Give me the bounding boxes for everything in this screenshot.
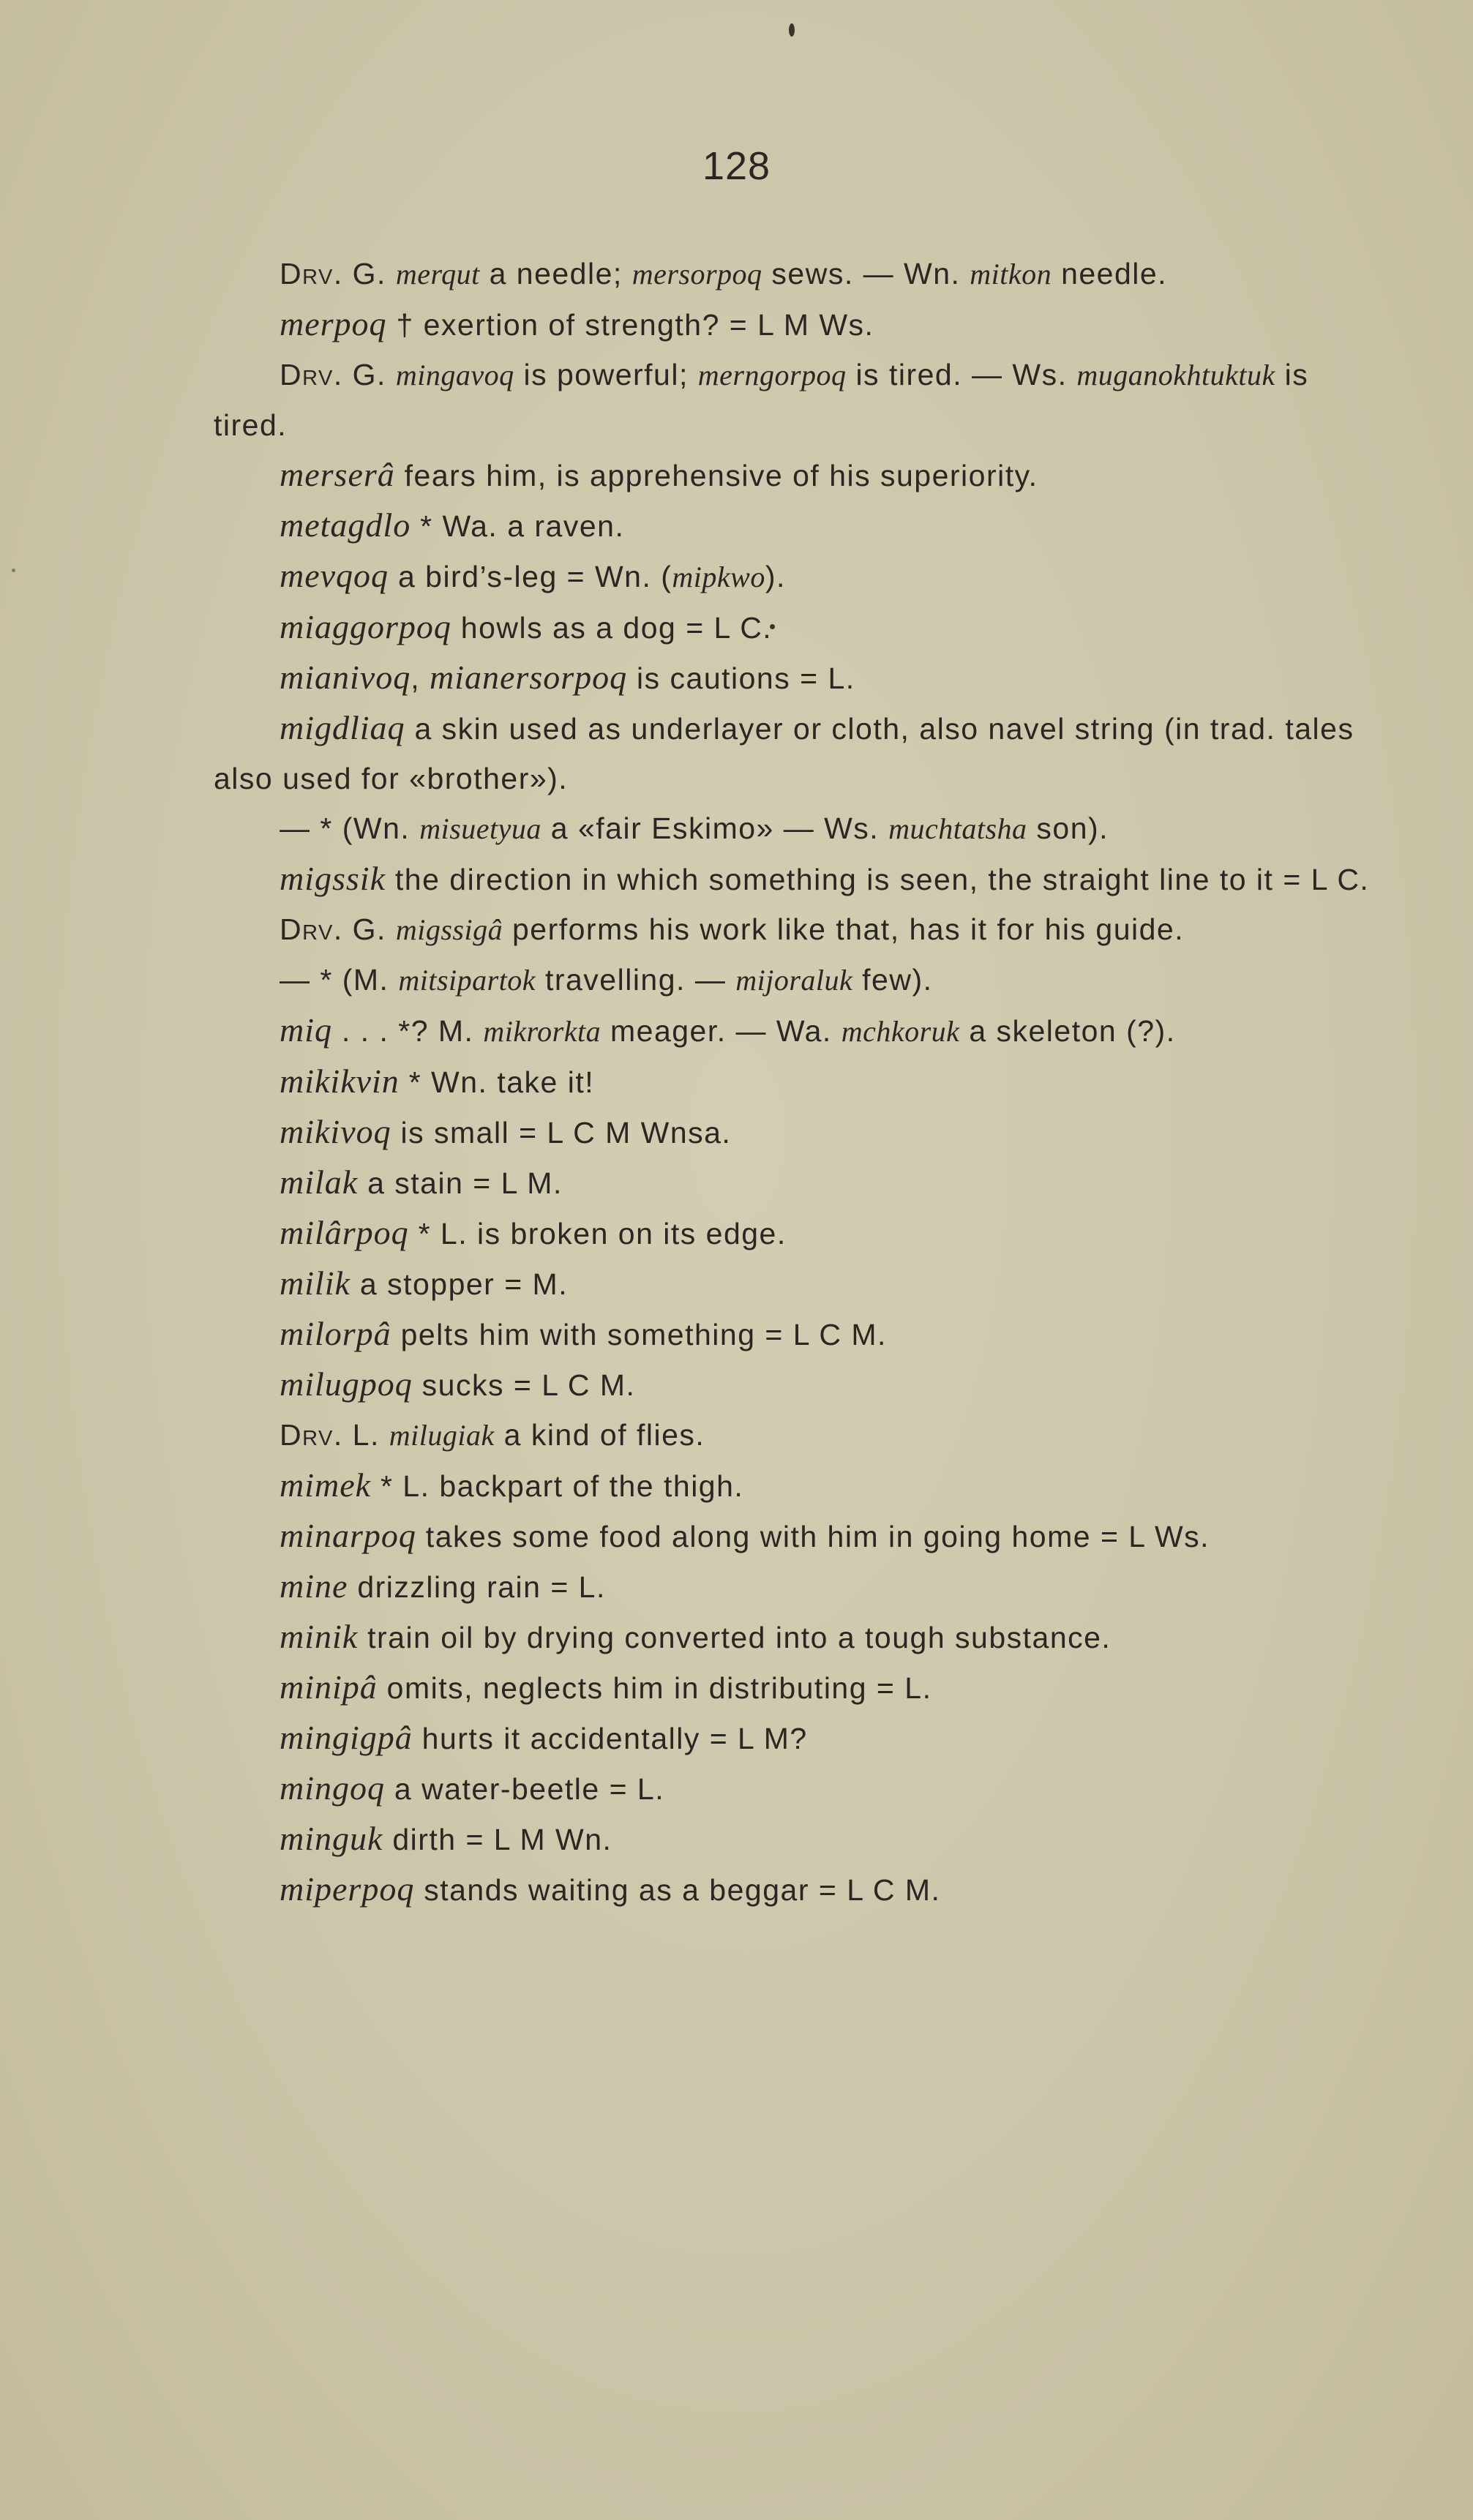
headword: mevqoq — [280, 557, 389, 594]
italic-term: mitsipartok — [398, 964, 536, 997]
italic-term: mitkon — [970, 258, 1052, 290]
entry-text: * L. backpart of the thigh. — [371, 1469, 744, 1503]
entry-text: a bird’s-leg = Wn. ( — [389, 560, 672, 593]
headword: milugpoq — [280, 1365, 413, 1403]
entry-text: a needle; — [479, 257, 632, 290]
dictionary-entry — [214, 703, 1384, 803]
headword: milak — [280, 1163, 359, 1201]
entry-text: is powerful; — [514, 358, 698, 391]
entry-text: * Wa. a raven. — [411, 509, 625, 543]
entry-text: a stain = L M. — [358, 1166, 563, 1200]
page-number: 128 — [702, 144, 771, 188]
entry-text: travelling. — — [536, 963, 736, 997]
headword: metagdlo — [280, 506, 411, 544]
headword: mianersorpoq — [430, 659, 628, 696]
entry-text: — * (M. — [280, 963, 399, 997]
entry-text: * Wn. take it! — [399, 1065, 595, 1099]
italic-term: misuetyua — [419, 812, 541, 845]
italic-term: migssigâ — [395, 913, 503, 946]
entry-text: the direction in which something is seen, the straight line to it = L C. — [386, 863, 1370, 896]
dictionary-entry — [214, 1208, 1384, 1259]
italic-term: merqut — [395, 258, 480, 290]
dictionary-entry — [214, 1158, 1384, 1208]
entry-text: * L. is broken on its edge. — [408, 1217, 787, 1250]
entry-text: meager. — Wa. — [601, 1014, 842, 1048]
derivation-line — [214, 1410, 1384, 1460]
entry-text: howls as a dog = L C. — [451, 611, 773, 645]
headword: merpoq — [280, 305, 387, 342]
headword: mingoq — [280, 1769, 385, 1807]
headword: miaggorpoq — [280, 608, 451, 645]
entry-text: . . . *? M. — [332, 1014, 484, 1048]
entry-text: hurts it accidentally = L M? — [412, 1722, 808, 1755]
dictionary-entry — [214, 1864, 1384, 1915]
dictionary-entry — [214, 955, 1384, 1005]
headword: minguk — [280, 1820, 383, 1857]
entry-text: a stopper = M. — [350, 1267, 569, 1301]
italic-term: merngorpoq — [697, 359, 847, 391]
entry-text: G. — [342, 358, 396, 391]
italic-term: milugiak — [389, 1419, 495, 1452]
derivation-label: Drv. — [280, 358, 343, 391]
dictionary-entry — [214, 1005, 1384, 1057]
derivation-label: Drv. — [280, 257, 343, 290]
entry-text: pelts him with something = L C M. — [391, 1318, 887, 1351]
dictionary-entries — [214, 249, 1384, 1915]
derivation-label: Drv. — [280, 912, 343, 946]
entry-text: is small = L C M Wnsa. — [391, 1116, 732, 1150]
ink-speck — [789, 23, 795, 37]
entry-text: takes some food along with him in going home = L Ws. — [416, 1520, 1210, 1553]
entry-text: ). — [765, 560, 786, 593]
dictionary-entry — [214, 1309, 1384, 1360]
entry-text: a water-beetle = L. — [385, 1772, 665, 1806]
ink-speck — [12, 569, 15, 572]
entry-text: is tired. — Ws. — [846, 358, 1077, 391]
headword: milik — [280, 1264, 351, 1302]
entry-text: fears him, is apprehensive of his superiority. — [394, 459, 1038, 492]
entry-text: a skeleton (?). — [959, 1014, 1176, 1048]
entry-text: needle. — [1052, 257, 1168, 290]
dictionary-entry — [214, 1107, 1384, 1158]
italic-term: muganokhtuktuk — [1076, 359, 1275, 391]
entry-text: omits, neglects him in distributing = L. — [377, 1671, 932, 1705]
dictionary-entry — [214, 1259, 1384, 1309]
entry-text: dirth = L M Wn. — [383, 1823, 612, 1856]
italic-term: mijoraluk — [735, 964, 853, 997]
entry-text: stands waiting as a beggar = L C M. — [414, 1873, 941, 1907]
headword: mimek — [280, 1466, 372, 1504]
headword: migdliaq — [280, 709, 405, 746]
dictionary-entry — [214, 1057, 1384, 1107]
entry-text: train oil by drying converted into a tough substance. — [358, 1621, 1112, 1654]
derivation-line — [214, 904, 1384, 955]
entry-text: is tired. — [214, 358, 1309, 442]
dictionary-entry — [214, 653, 1384, 703]
entry-text: L. — [342, 1418, 389, 1452]
entry-text: sucks = L C M. — [412, 1368, 636, 1402]
headword: mine — [280, 1567, 348, 1605]
entry-text: G. — [342, 912, 396, 946]
derivation-line — [214, 350, 1384, 450]
headword: mianivoq — [280, 659, 411, 696]
entry-text: G. — [342, 257, 396, 290]
entry-text: performs his work like that, has it for his guide. — [503, 912, 1185, 946]
italic-term: mersorpoq — [631, 258, 762, 290]
derivation-label: Drv. — [280, 1418, 343, 1452]
entry-text: few). — [852, 963, 933, 997]
dictionary-entry — [214, 500, 1384, 551]
headword: mikikvin — [280, 1062, 400, 1100]
dictionary-entry — [214, 1460, 1384, 1511]
italic-term: mikrorkta — [483, 1015, 601, 1048]
headword: mingigpâ — [280, 1719, 413, 1756]
headword: minarpoq — [280, 1517, 416, 1554]
dictionary-entry — [214, 854, 1384, 904]
italic-term: mchkoruk — [841, 1015, 960, 1048]
entry-text: a «fair Eskimo» — Ws. — [541, 811, 889, 845]
dictionary-entry — [214, 1713, 1384, 1763]
headword: minik — [280, 1618, 359, 1655]
dictionary-entry — [214, 1612, 1384, 1662]
headword: milorpâ — [280, 1315, 391, 1352]
dictionary-entry — [214, 1814, 1384, 1864]
headword: minipâ — [280, 1668, 378, 1706]
italic-term: muchtatsha — [888, 812, 1027, 845]
entry-text: son). — [1027, 811, 1109, 845]
entry-text: drizzling rain = L. — [348, 1570, 606, 1604]
dictionary-entry — [214, 551, 1384, 602]
entry-text: , — [411, 661, 430, 695]
italic-term: mipkwo — [672, 560, 765, 593]
entry-text: is cautions = L. — [627, 661, 855, 695]
headword: miq — [280, 1011, 332, 1049]
headword: migssik — [280, 860, 386, 897]
entry-text: a skin used as underlayer or cloth, also navel string (in trad. tales also used for «brother»). — [214, 712, 1354, 795]
dictionary-entry — [214, 450, 1384, 500]
dictionary-entry — [214, 1561, 1384, 1612]
entry-text: † exertion of strength? = L M Ws. — [386, 308, 874, 342]
entry-text: a kind of flies. — [494, 1418, 705, 1452]
dictionary-entry — [214, 1511, 1384, 1561]
derivation-line — [214, 249, 1384, 299]
headword: merserâ — [280, 456, 395, 493]
headword: milârpoq — [280, 1214, 409, 1251]
entry-text: — * (Wn. — [280, 811, 420, 845]
dictionary-entry — [214, 299, 1384, 350]
italic-term: mingavoq — [395, 359, 514, 391]
dictionary-entry — [214, 1662, 1384, 1713]
dictionary-entry — [214, 803, 1384, 854]
headword: mikivoq — [280, 1113, 391, 1150]
dictionary-entry — [214, 1763, 1384, 1814]
dictionary-entry — [214, 602, 1384, 653]
entry-text: sews. — Wn. — [762, 257, 970, 290]
headword: miperpoq — [280, 1870, 415, 1908]
dictionary-entry — [214, 1360, 1384, 1410]
